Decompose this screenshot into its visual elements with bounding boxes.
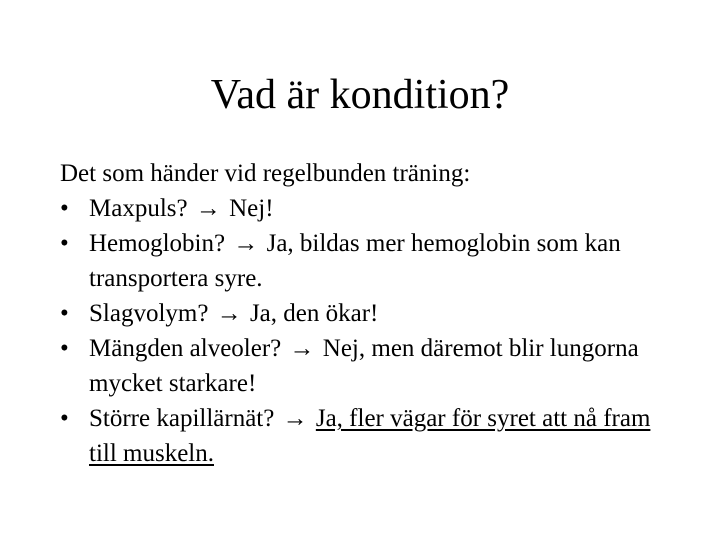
arrow-right-icon: →: [282, 405, 308, 432]
slide-title: Vad är kondition?: [210, 72, 510, 118]
bullet-icon: •: [60, 230, 69, 257]
bullet-item-maxpuls: [60, 191, 680, 226]
intro-text: Det som händer vid regelbunden träning:: [60, 160, 471, 187]
bullet-item-alveoler: [60, 331, 680, 401]
arrow-right-icon: →: [216, 300, 242, 327]
bullet-answer: Ja, bildas mer hemoglobin som kan transportera syre.: [89, 230, 621, 292]
bullet-question: Slagvolym?: [89, 300, 209, 327]
bullet-answer-underlined: Ja, fler vägar för syret att nå fram till muskeln.: [89, 405, 651, 467]
bullet-icon: •: [60, 300, 69, 327]
bullet-question: Större kapillärnät?: [89, 405, 275, 432]
bullet-icon: •: [60, 405, 69, 432]
slide-body: [60, 156, 680, 471]
arrow-right-icon: →: [195, 195, 221, 222]
bullet-question: Maxpuls?: [89, 195, 188, 222]
bullet-item-kapillarnat: [60, 401, 680, 471]
bullet-icon: •: [60, 335, 69, 362]
bullet-item-slagvolym: [60, 296, 680, 331]
arrow-right-icon: →: [233, 230, 259, 257]
bullet-question: Mängden alveoler?: [89, 335, 282, 362]
bullet-answer: Nej!: [229, 195, 274, 222]
bullet-question: Hemoglobin?: [89, 230, 226, 257]
bullet-answer: Ja, den ökar!: [249, 300, 379, 327]
bullet-answer: Nej, men däremot blir lungorna mycket starkare!: [89, 335, 639, 397]
bullet-list: [60, 191, 680, 471]
arrow-right-icon: →: [289, 335, 315, 362]
bullet-item-hemoglobin: [60, 226, 680, 296]
bullet-icon: •: [60, 195, 69, 222]
